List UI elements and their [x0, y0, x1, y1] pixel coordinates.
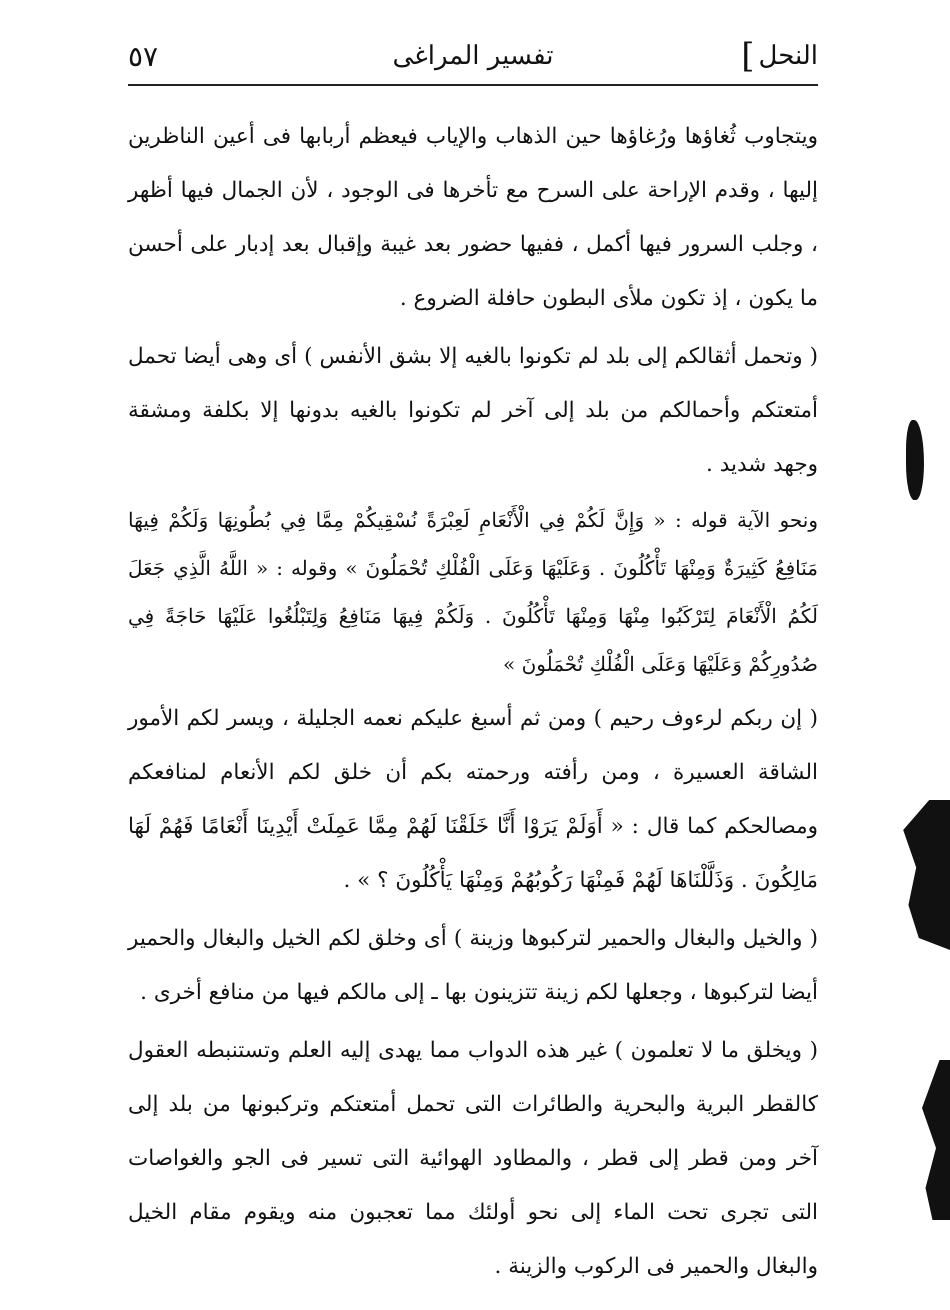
- scan-smudge: [906, 420, 924, 500]
- paragraph-6: ( ويخلق ما لا تعلمون ) غير هذه الدواب مما يهدى إليه العلم وتستنبطه العقول كالقطر البرية والبحرية والطائرات التى تحمل أمتعتكم وتركبونها من بلد إلى آخر ومن قطر إلى قطر ، والمطاود الهوائية التى تسير فى الجو والغواصات التى تجرى تحت الماء إلى نحو أولئك مما تعجبون منه ويقوم مقام الخيل والبغال والحمير فى الركوب والزينة .: [128, 1038, 818, 1279]
- paragraph-2: ( وتحمل أثقالكم إلى بلد لم تكونوا بالغيه إلا بشق الأنفس ) أى وهى أيضا تحمل أمتعتكم وأحمالكم من بلد إلى آخر لم تكونوا بالغيه بدونها إلا بكلفة ومشقة وجهد شديد .: [128, 344, 818, 477]
- paragraph-3-quran-quote: ونحو الآية قوله : « وَإِنَّ لَكُمْ فِي الْأَنْعَامِ لَعِبْرَةً نُسْقِيكُمْ مِمَّا فِي بُطُونِهَا وَلَكُمْ فِيهَا مَنَافِعُ كَثِيرَةٌ وَمِنْهَا تَأْكُلُونَ . وَعَلَيْهَا وَعَلَى الْفُلْكِ تُحْمَلُونَ » وقوله : « اللَّهُ الَّذِي جَعَلَ لَكُمُ الْأَنْعَامَ لِتَرْكَبُوا مِنْهَا وَمِنْهَا تَأْكُلُونَ . وَلَكُمْ فِيهَا مَنَافِعُ وَلِتَبْلُغُوا عَلَيْهَا حَاجَةً فِي صُدُورِكُمْ وَعَلَيْهَا وَعَلَى الْفُلْكِ تُحْمَلُونَ »: [128, 508, 818, 676]
- paragraph-4: ( إن ربكم لرءوف رحيم ) ومن ثم أسبغ عليكم نعمه الجليلة ، ويسر لكم الأمور الشاقة العسيرة ، ومن رأفته ورحمته بكم أن خلق لكم الأنعام لمنافعكم ومصالحكم كما قال : « أَوَلَمْ يَرَوْا أَنَّا خَلَقْنَا لَهُمْ مِمَّا عَمِلَتْ أَيْدِينَا أَنْعَامًا فَهُمْ لَهَا مَالِكُونَ . وَذَلَّلْنَاهَا لَهُمْ فَمِنْهَا رَكُوبُهُمْ وَمِنْهَا يَأْكُلُونَ ؟ » .: [128, 706, 818, 893]
- chapter-name: [741, 36, 818, 76]
- book-title: تفسير المراغى: [392, 41, 554, 71]
- torn-edge-shadow: [898, 800, 950, 950]
- header-bracket: ]: [741, 36, 755, 76]
- page-body: [128, 110, 818, 1294]
- torn-edge-shadow: [915, 1060, 950, 1220]
- page-header: [128, 32, 818, 80]
- paragraph-1: ويتجاوب ثُغاؤها ورُغاؤها حين الذهاب والإياب فيعظم أربابها فى أعين الناظرين إليها ، وقدم الإراحة على السرح مع تأخرها فى الوجود ، لأن الجمال فيها أظهر ، وجلب السرور فيها أكمل ، ففيها حضور بعد غيبة وإقبال بعد إدبار على أحسن ما يكون ، إذ تكون ملأى البطون حافلة الضروع .: [128, 124, 818, 311]
- chapter-title: النحل: [758, 41, 818, 71]
- paragraph-5: ( والخيل والبغال والحمير لتركبوها وزينة ) أى وخلق لكم الخيل والبغال والحمير أيضا لتركبوها ، وجعلها لكم زينة تتزينون بها ـ إلى مالكم فيها من منافع أخرى .: [128, 926, 818, 1005]
- page-number: ٥٧: [128, 39, 159, 73]
- header-rule: [128, 84, 818, 86]
